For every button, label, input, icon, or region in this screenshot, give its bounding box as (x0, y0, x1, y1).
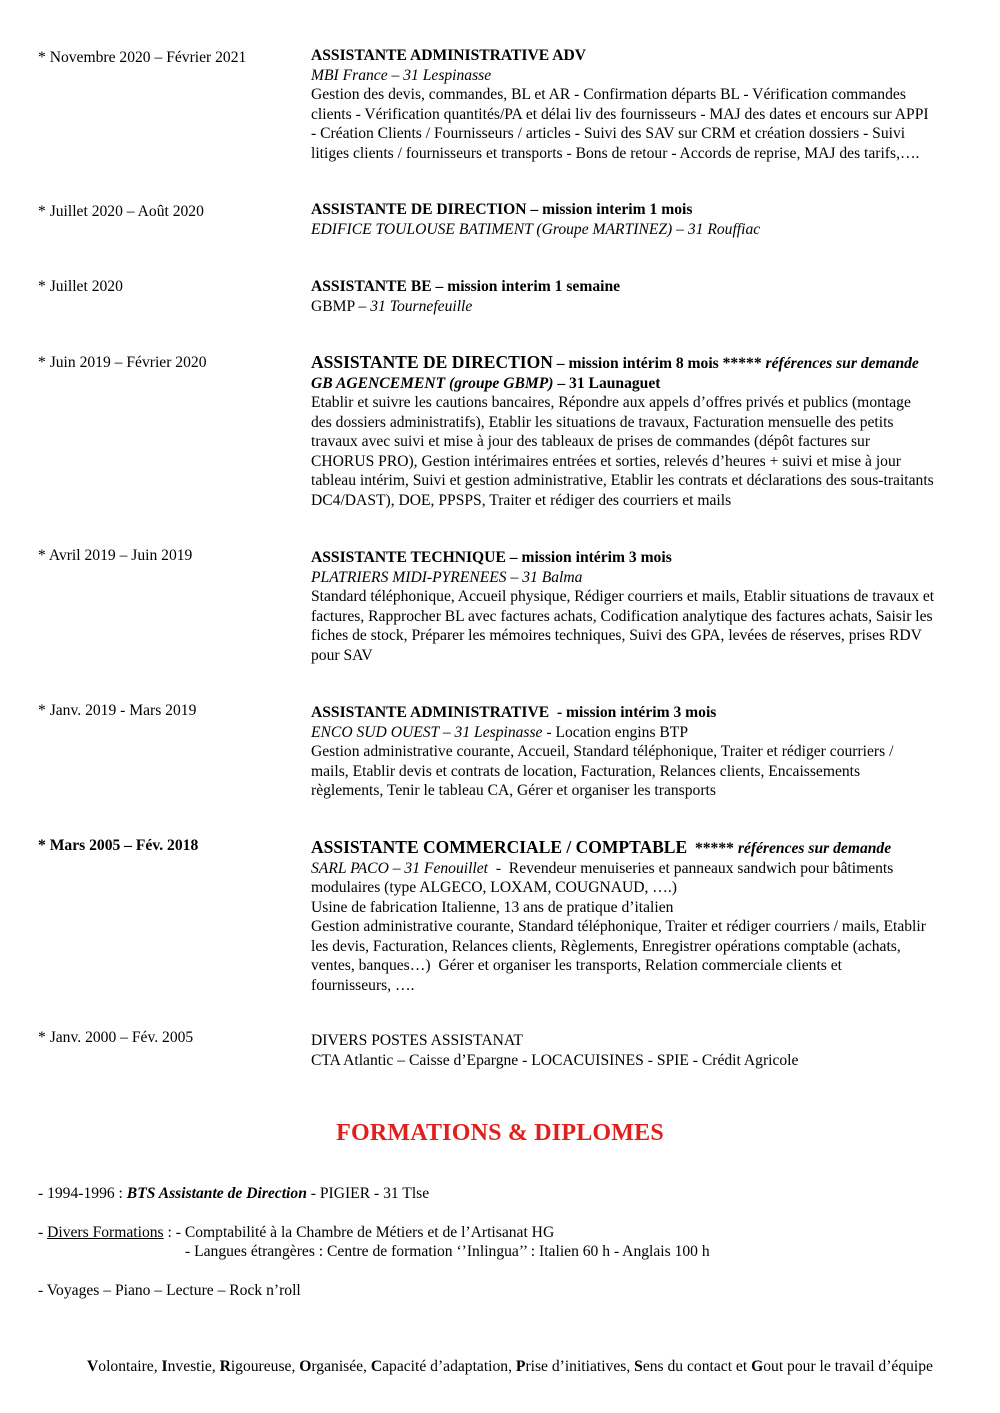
quality-rest: apacité d’adaptation, (382, 1358, 516, 1375)
quality (162, 1358, 220, 1375)
job-title (311, 703, 986, 723)
job-title-stars: ***** (687, 840, 738, 857)
description-line: règlements, Tenir le tableau CA, Gérer et organiser les transports (311, 782, 716, 799)
experience-date: * Avril 2019 – Juin 2019 (38, 547, 193, 564)
job-title (311, 353, 986, 374)
quality-rest: igoureuse, (230, 1358, 300, 1375)
description-line: fiches de stock, Préparer les mémoires techniques, Suivi des GPA, levées de réserves, prises RDV (311, 627, 922, 644)
description-line: litiges clients / fournisseurs et transports - Bons de retour - Accords de reprise, MAJ des tarifs,…. (311, 144, 920, 162)
experience-body (311, 838, 986, 995)
company (311, 859, 986, 879)
experience-date: * Juin 2019 – Février 2020 (38, 354, 207, 371)
company-name: GBMP – (311, 297, 371, 315)
job-title (311, 838, 986, 859)
description-line: des dossiers administratifs), Etablir les situations de travaux, Facturation mensuelle des petits (311, 413, 894, 431)
formation-divers-line2: - Langues étrangères : Centre de formation ‘’Inlingua’’ : Italien 60 h - Anglais 100 h (185, 1243, 710, 1260)
quality-rest: ens du contact et (642, 1358, 752, 1375)
company (311, 297, 986, 317)
references-note: références sur demande (737, 840, 892, 857)
company (311, 374, 986, 394)
experience-date: * Mars 2005 – Fév. 2018 (38, 837, 199, 854)
job-title: ASSISTANTE ADMINISTRATIVE ADV (311, 47, 586, 64)
description-line: Gestion des devis, commandes, BL et AR - Confirmation départs BL - Vérification commandes (311, 86, 906, 103)
job-title-main: ASSISTANTE COMMERCIALE / COMPTABLE (311, 837, 688, 857)
description-line: ventes, banques…) Gérer et organiser les transports, Relation commerciale clients et (311, 957, 843, 974)
experience-body (311, 353, 986, 510)
quality (371, 1358, 516, 1375)
divers-dash: - (38, 1224, 48, 1241)
bts-title: BTS Assistante de Direction (126, 1185, 307, 1202)
description-line: les devis, Facturation, Relances clients, Règlements, Enregistrer opérations comptable (achats, (311, 937, 901, 955)
section-title-formations: FORMATIONS & DIPLOMES (336, 1120, 664, 1146)
experience-body (311, 703, 986, 801)
experience-body (311, 548, 986, 665)
description-line: Usine de fabrication Italienne, 13 ans de pratique d’italien (311, 898, 674, 916)
description-line: CHORUS PRO), Gestion intérimaires entrées et sorties, relevés d’heures + suivi et mise à jour (311, 452, 901, 470)
quality-rest: out pour le travail d’équipe (763, 1358, 933, 1375)
experience-body (311, 277, 986, 316)
description-line: pour SAV (311, 646, 373, 664)
quality-initial: V (87, 1358, 99, 1375)
quality-initial: O (299, 1358, 312, 1375)
description-line: tableau intérim, Suivi et gestion administrative, Etablir les contrats et déclarations des sous-traitants (311, 472, 934, 489)
quality-rest: rganisée, (311, 1358, 371, 1375)
company-activity: - Revendeur menuiseries et panneaux sandwich pour bâtiments (488, 859, 894, 877)
job-title-main: ASSISTANTE DE DIRECTION (311, 352, 553, 372)
company-location: 31 Tournefeuille (370, 297, 473, 315)
experience-date: * Novembre 2020 – Février 2021 (38, 49, 247, 66)
references-note: références sur demande (765, 355, 919, 372)
description-line: modulaires (type ALGECO, LOXAM, COUGNAUD, ….) (311, 879, 677, 896)
company (311, 723, 986, 743)
company: PLATRIERS MIDI-PYRENEES – 31 Balma (311, 568, 583, 586)
formation-divers (38, 1223, 554, 1243)
job-title-mission: – mission interim 1 mois (526, 201, 693, 218)
divers-line: : - Comptabilité à la Chambre de Métiers et de l’Artisanat HG (163, 1224, 555, 1241)
job-title (311, 200, 986, 220)
description-line: Standard téléphonique, Accueil physique, Rédiger courriers et mails, Etablir situations de travaux et (311, 588, 935, 605)
loisirs: - Voyages – Piano – Lecture – Rock n’roll (38, 1282, 301, 1299)
description-line: CTA Atlantic – Caisse d’Epargne - LOCACUISINES - SPIE - Crédit Agricole (311, 1051, 799, 1069)
description-line: factures, Rapprocher BL avec factures achats, Codification analytique des factures achats, Saisir les (311, 607, 933, 625)
quality (220, 1358, 300, 1375)
job-title (311, 548, 986, 568)
company-name: GB AGENCEMENT (groupe GBMP) (311, 374, 554, 392)
quality-initial: I (161, 1358, 168, 1375)
job-title (311, 277, 986, 297)
description-line: mails, Etablir devis et contrats de location, Facturation, Relances clients, Encaissements (311, 762, 861, 780)
job-title: DIVERS POSTES ASSISTANAT (311, 1032, 523, 1049)
description-line: Gestion administrative courante, Standard téléphonique, Traiter et rédiger courriers / mails, Etablir (311, 918, 926, 935)
company: MBI France – 31 Lespinasse (311, 66, 492, 84)
job-title-main: ASSISTANTE DE DIRECTION (311, 201, 527, 218)
experience-date: * Janv. 2000 – Fév. 2005 (38, 1029, 194, 1046)
experience-date: * Janv. 2019 - Mars 2019 (38, 702, 197, 719)
experience-body (311, 200, 986, 239)
company-name: ENCO SUD OUEST – 31 Lespinasse (311, 723, 543, 741)
quality (634, 1358, 751, 1375)
quality-initial: G (751, 1358, 764, 1375)
job-title-mission: – mission intérim 8 mois ***** (552, 355, 766, 372)
quality (516, 1358, 634, 1375)
quality-initial: R (219, 1358, 231, 1375)
job-title-mission: – mission interim 1 semaine (431, 278, 621, 295)
job-title-mission: – mission intérim 3 mois (505, 549, 672, 566)
quality (299, 1358, 371, 1375)
quality (87, 1358, 162, 1375)
quality-initial: P (515, 1358, 526, 1375)
quality-initial: S (634, 1358, 643, 1375)
quality (751, 1358, 933, 1375)
description-line: Etablir et suivre les cautions bancaires, Répondre aux appels d’offres privés et publics (montage (311, 394, 911, 411)
job-title-main: ASSISTANTE TECHNIQUE (311, 549, 506, 566)
description-line: travaux avec suivi et mise à jour des tableaux de prises de commandes (dépôt factures sur (311, 433, 871, 450)
description-line: Gestion administrative courante, Accueil, Standard téléphonique, Traiter et rédiger courriers / (311, 743, 894, 760)
divers-label: Divers Formations (47, 1224, 164, 1241)
job-title-mission: - mission intérim 3 mois (549, 704, 717, 721)
quality-rest: olontaire, (98, 1358, 162, 1375)
description-line: DC4/DAST), DOE, PPSPS, Traiter et rédiger des courriers et mails (311, 491, 732, 509)
job-title-main: ASSISTANTE BE (311, 278, 432, 295)
quality-rest: nvestie, (167, 1358, 220, 1375)
company-name: SARL PACO – 31 Fenouillet (311, 859, 489, 877)
experience-body (311, 1031, 986, 1070)
quality-rest: rise d’initiatives, (525, 1358, 635, 1375)
formation-bts (38, 1184, 429, 1204)
job-title-main: ASSISTANTE ADMINISTRATIVE (311, 704, 550, 721)
bts-school: - PIGIER - 31 Tlse (306, 1185, 430, 1202)
qualities-line (0, 1357, 1000, 1377)
experience-body (311, 46, 986, 163)
quality-initial: C (370, 1358, 383, 1375)
description-line: - Création Clients / Fournisseurs / articles - Suivi des SAV sur CRM et création dossiers - Suivi (311, 125, 906, 142)
description-line: fournisseurs, …. (311, 976, 415, 994)
description-line: clients - Vérification quantités/PA et délai liv des fournisseurs - MAJ des dates et encours sur APPI (311, 105, 929, 123)
experience-date: * Juillet 2020 – Août 2020 (38, 203, 204, 220)
company-location: – 31 Launaguet (553, 374, 661, 392)
bts-years: - 1994-1996 : (38, 1185, 127, 1202)
company-activity: - Location engins BTP (542, 723, 689, 741)
experience-date: * Juillet 2020 (38, 278, 123, 295)
company: EDIFICE TOULOUSE BATIMENT (Groupe MARTINEZ) – 31 Rouffiac (311, 220, 761, 238)
